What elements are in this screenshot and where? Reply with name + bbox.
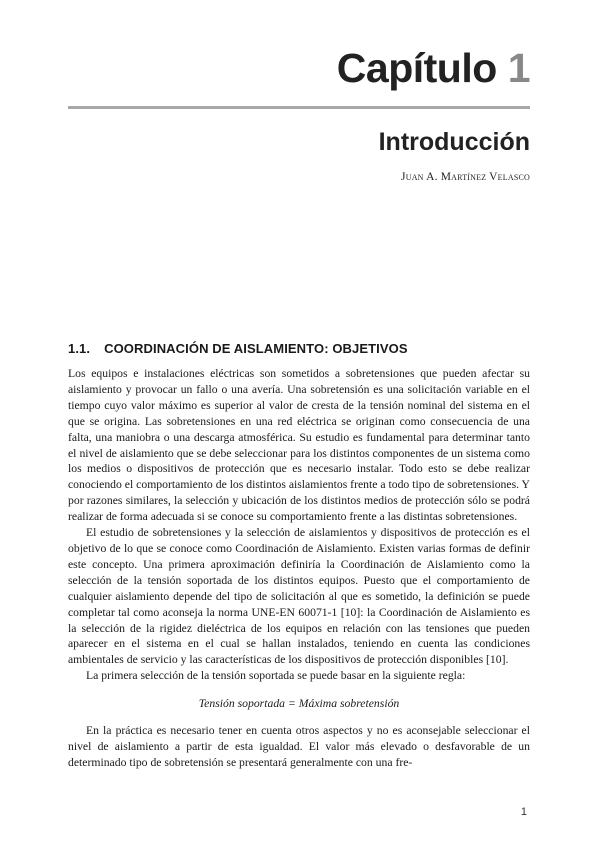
paragraph: Los equipos e instalaciones eléctricas son sometidos a sobretensiones que pueden afectar su aislamiento y provocar un fallo o una avería. Una sobretensión es una solicitación variable en el tiempo cuyo valor máximo es superior al valor de cresta de la tensión nominal del sistema en el que se origina. Las sobretensiones en una red eléctrica se originan como consecuencia de una falta, una maniobra o una descarga atmosférica. Su estudio es fundamental para determinar tanto el nivel de aislamiento que se debe seleccionar para los distintos componentes de un sistema como los medios o dispositivos de protección que es necesario instalar. Todo esto se debe realizar conociendo el comportamiento de los distintos aislamientos frente a todo tipo de sobretensiones. Y por razones similares, la selección y ubicación de los distintos medios de protección sólo se podrá realizar de forma adecuada si se conoce su comportamiento frente a las distintas sobretensiones. [68,367,530,524]
body-text [68,366,530,771]
section-title: COORDINACIÓN DE AISLAMIENTO: OBJETIVOS [104,341,408,356]
paragraph: El estudio de sobretensiones y la selección de aislamientos y dispositivos de protección es el objetivo de lo que se conoce como Coordinación de Aislamiento. Existen varias formas de definir este concepto. Una primera aproximación definiría la Coordinación de Aislamiento como la selección de la tensión soportada de los distintos equipos. Puesto que el comportamiento de cualquier aislamiento depende del tipo de solicitación al que es sometido, la definición se puede completar tal como aconseja la norma UNE-EN 60071-1 [10]: la Coordinación de Aislamiento es la selección de la rigidez dieléctrica de los equipos en relación con las tensiones que pueden aparecer en el sistema en el cual se hallan instalados, teniendo en cuenta las condiciones ambientales de servicio y las características de los dispositivos de protección disponibles [10]. [68,526,530,667]
page-number: 1 [520,806,527,818]
header-rule [68,106,530,109]
section-heading [68,341,408,356]
formula: Tensión soportada = Máxima sobretensión [198,697,400,711]
chapter-number: 1 [507,45,530,91]
chapter-label: Capítulo [336,45,497,91]
chapter-title [336,45,530,91]
paragraph: En la práctica es necesario tener en cuenta otros aspectos y no es aconsejable seleccionar el nivel de aislamiento a partir de esta igualdad. El valor más elevado o desfavorable de un determinado tipo de sobretensión se presentará generalmente con una fre- [68,724,530,769]
paragraph: La primera selección de la tensión soportada se puede basar en la siguiente regla: [86,669,466,683]
chapter-heading: Introducción [378,128,530,156]
section-number: 1.1. [68,341,91,356]
author-name: Juan A. Martínez Velasco [401,171,530,183]
